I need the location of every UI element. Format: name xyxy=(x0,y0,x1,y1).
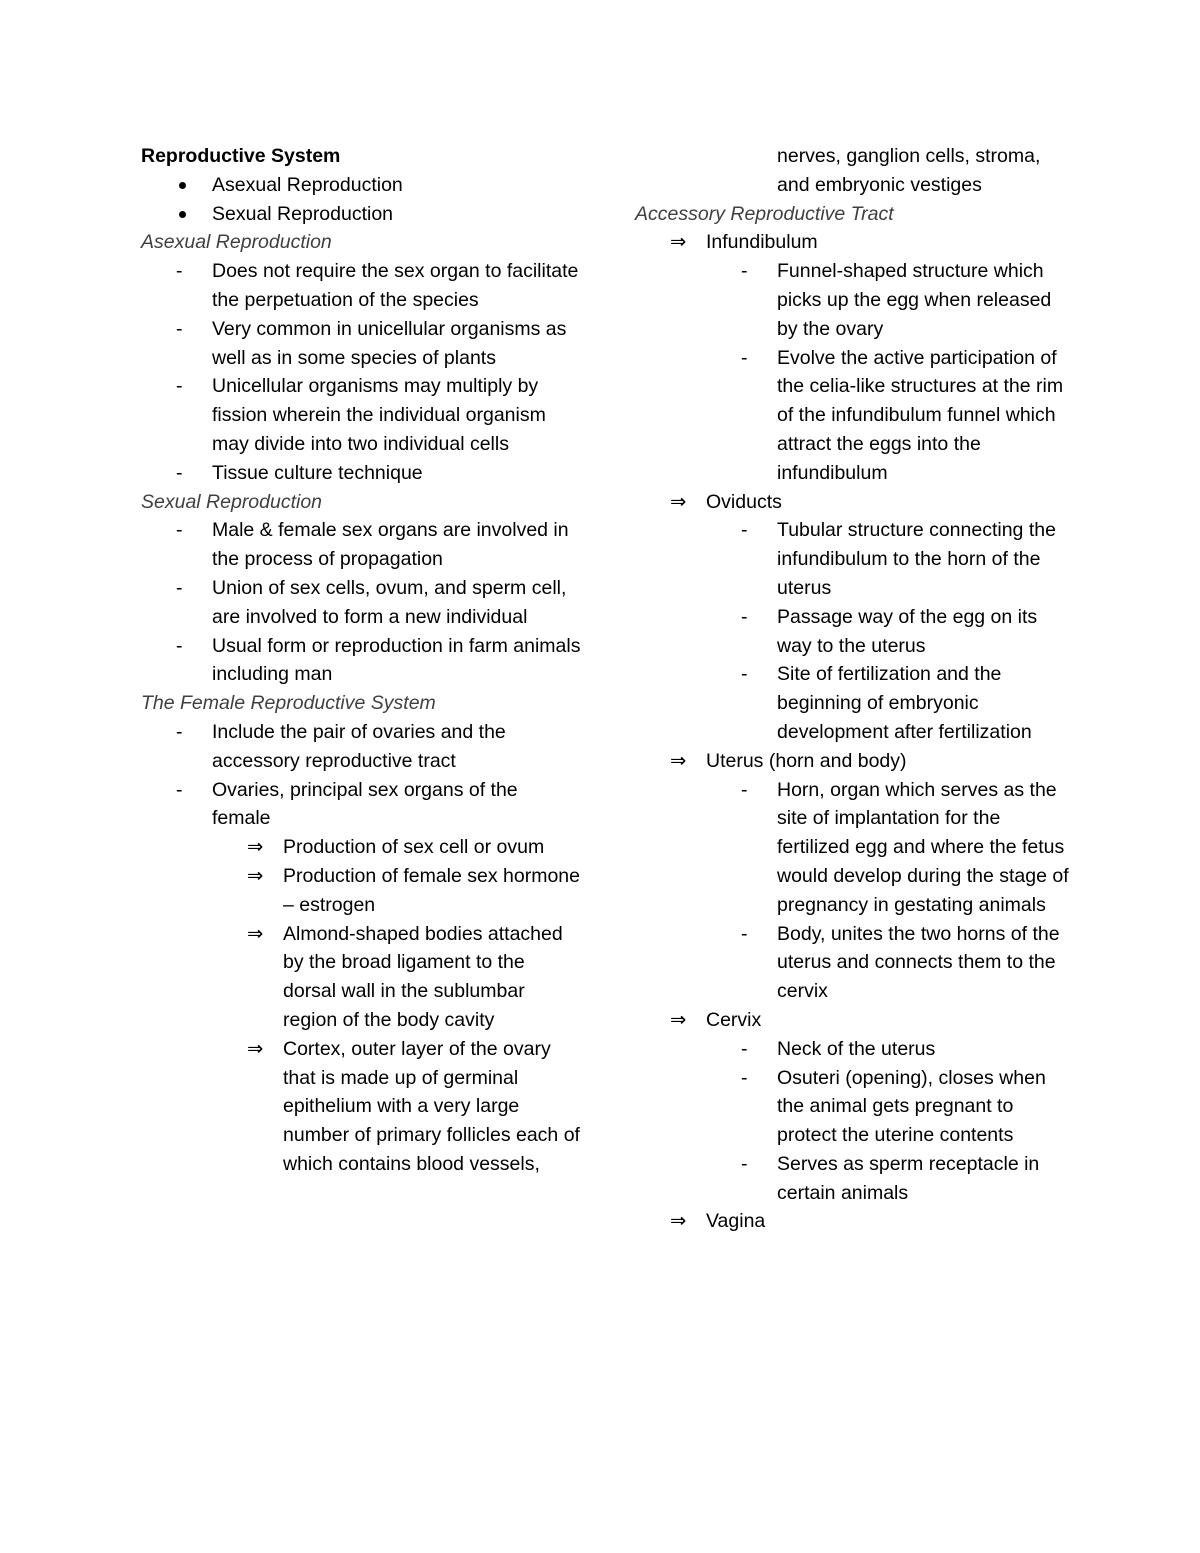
sub-list-item-text: Passage way of the egg on its way to the uterus xyxy=(777,605,1038,657)
sub-list-item xyxy=(141,833,581,862)
dash-icon: - xyxy=(176,519,183,542)
list-item xyxy=(141,459,581,488)
sub-list-item-text: Body, unites the two horns of the uterus and connects them to the cervix xyxy=(777,922,1060,1003)
arrow-icon: ⇒ xyxy=(670,1210,687,1233)
sub-list-item xyxy=(635,920,1075,1006)
list-item xyxy=(141,574,581,632)
organ-label: Uterus (horn and body) xyxy=(706,749,907,772)
organ-item-infundibulum xyxy=(635,228,1075,257)
organ-item-cervix xyxy=(635,1006,1075,1035)
arrow-icon: ⇒ xyxy=(670,490,687,513)
dash-icon: - xyxy=(176,576,183,599)
list-item xyxy=(141,718,581,776)
dash-icon: - xyxy=(741,260,748,283)
sub-list-item xyxy=(635,516,1075,602)
sub-list-item xyxy=(141,1035,581,1179)
bullet-dot-icon xyxy=(179,211,186,218)
organ-item-uterus xyxy=(635,747,1075,776)
overview-item-text: Asexual Reproduction xyxy=(212,173,403,196)
list-item-text: Unicellular organisms may multiply by fission wherein the individual organism may divide into two individual cells xyxy=(212,375,546,455)
sub-list-item-text: Serves as sperm receptacle in certain animals xyxy=(777,1152,1040,1204)
left-column xyxy=(141,142,581,1179)
section-heading-sexual: Sexual Reproduction xyxy=(141,490,323,513)
dash-icon: - xyxy=(741,663,748,686)
list-item-text: Include the pair of ovaries and the accessory reproductive tract xyxy=(212,720,506,772)
list-item xyxy=(141,776,581,834)
list-item-text: Union of sex cells, ovum, and sperm cell, are involved to form a new individual xyxy=(212,576,567,628)
sub-list-item-text: Funnel-shaped structure which picks up the egg when released by the ovary xyxy=(777,260,1052,340)
dash-icon: - xyxy=(741,1037,748,1060)
continued-text: nerves, ganglion cells, stroma, and embryonic vestiges xyxy=(777,145,1041,196)
list-item-text: Male & female sex organs are involved in the process of propagation xyxy=(212,519,569,571)
organ-label: Cervix xyxy=(706,1008,762,1031)
list-item-text: Very common in unicellular organisms as well as in some species of plants xyxy=(212,317,567,369)
list-item xyxy=(141,516,581,574)
sub-list-item xyxy=(635,1035,1075,1064)
dash-icon: - xyxy=(176,634,183,657)
arrow-icon: ⇒ xyxy=(670,1008,687,1031)
sub-list-item xyxy=(635,660,1075,746)
list-item xyxy=(141,372,581,458)
dash-icon: - xyxy=(741,922,748,945)
section-heading-female: The Female Reproductive System xyxy=(141,692,436,715)
arrow-icon: ⇒ xyxy=(247,922,264,945)
list-item-text: Does not require the sex organ to facilitate the perpetuation of the species xyxy=(212,260,579,311)
right-column xyxy=(635,142,1075,1236)
organ-label: Oviducts xyxy=(706,490,782,513)
overview-item-text: Sexual Reproduction xyxy=(212,202,394,225)
sub-list-item-text: Production of sex cell or ovum xyxy=(283,836,545,859)
dash-icon: - xyxy=(176,260,183,283)
overview-item xyxy=(141,200,581,229)
sub-list-item-text: Almond-shaped bodies attached by the broad ligament to the dorsal wall in the sublumbar region of the body cavity xyxy=(283,922,563,1031)
sub-list-item-text: Cortex, outer layer of the ovary that is made up of germinal epithelium with a very large number of primary follicles each of which contains blood vessels, xyxy=(283,1037,580,1175)
organ-item-oviducts xyxy=(635,488,1075,517)
dash-icon: - xyxy=(741,605,748,628)
bullet-dot-icon xyxy=(179,182,186,189)
dash-icon: - xyxy=(176,720,183,743)
organ-label: Vagina xyxy=(706,1210,766,1233)
section-heading-asexual: Asexual Reproduction xyxy=(141,231,332,254)
sub-list-item-text: Tubular structure connecting the infundibulum to the horn of the uterus xyxy=(777,519,1056,599)
sub-list-item xyxy=(141,920,581,1035)
sub-list-item xyxy=(635,344,1075,488)
sub-list-item xyxy=(635,603,1075,661)
organ-label: Infundibulum xyxy=(706,231,818,254)
list-item xyxy=(141,315,581,373)
arrow-icon: ⇒ xyxy=(670,749,687,772)
document-title: Reproductive System xyxy=(141,145,341,167)
arrow-icon: ⇒ xyxy=(670,231,687,254)
overview-item xyxy=(141,171,581,200)
sub-list-item xyxy=(635,1064,1075,1150)
dash-icon: - xyxy=(176,375,183,398)
dash-icon: - xyxy=(176,461,183,484)
dash-icon: - xyxy=(741,346,748,369)
arrow-icon: ⇒ xyxy=(247,836,264,859)
sub-list-item xyxy=(635,776,1075,920)
sub-list-item xyxy=(635,1150,1075,1208)
sub-list-item-text: Horn, organ which serves as the site of implantation for the fertilized egg and where the fetus would develop during the stage of pregnancy in gestating animals xyxy=(777,778,1069,916)
sub-list-item xyxy=(141,862,581,920)
dash-icon: - xyxy=(741,1152,748,1175)
sub-list-item-text: Evolve the active participation of the celia-like structures at the rim of the infundibulum funnel which attract the eggs into the infundibulum xyxy=(777,346,1064,484)
sub-list-item-text: Neck of the uterus xyxy=(777,1037,936,1060)
section-heading-accessory: Accessory Reproductive Tract xyxy=(635,202,894,225)
sub-list-item-text: Production of female sex hormone – estrogen xyxy=(283,864,580,916)
list-item-text: Usual form or reproduction in farm animals including man xyxy=(212,634,581,686)
dash-icon: - xyxy=(741,778,748,801)
sub-list-item xyxy=(635,257,1075,343)
dash-icon: - xyxy=(741,519,748,542)
list-item xyxy=(141,257,581,315)
arrow-icon: ⇒ xyxy=(247,1037,264,1060)
dash-icon: - xyxy=(176,778,183,801)
list-item xyxy=(141,632,581,690)
dash-icon: - xyxy=(176,317,183,340)
organ-item-vagina xyxy=(635,1207,1075,1236)
list-item-text: Tissue culture technique xyxy=(212,461,423,484)
sub-list-item-text: Site of fertilization and the beginning of embryonic development after fertilization xyxy=(777,663,1032,743)
dash-icon: - xyxy=(741,1066,748,1089)
list-item-text: Ovaries, principal sex organs of the female xyxy=(212,778,518,830)
arrow-icon: ⇒ xyxy=(247,864,264,887)
sub-list-item-text: Osuteri (opening), closes when the animal gets pregnant to protect the uterine contents xyxy=(777,1066,1046,1147)
